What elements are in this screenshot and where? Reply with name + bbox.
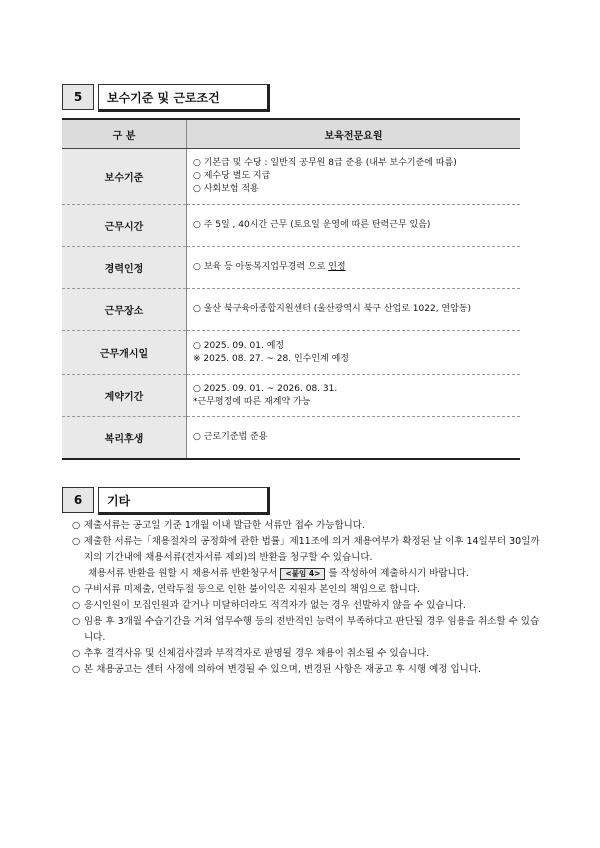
row-label: 경력인정: [62, 247, 187, 289]
value-line: ○ 2025. 09. 01. ~ 2026. 08. 31.: [193, 383, 338, 394]
note-text: 본 채용공고는 센터 사정에 의하여 변경될 수 있으며, 변경된 사항은 재공고 후 시행 예정 입니다.: [84, 664, 482, 675]
list-item: [72, 534, 542, 566]
note-text: 추후 결격사유 및 신체검사결과 부적격자로 판명될 경우 채용이 취소될 수 있습니다.: [84, 648, 430, 659]
table-row: [62, 289, 520, 331]
bullet-icon: ○: [72, 616, 81, 627]
bullet-icon: ○: [72, 600, 81, 611]
bullet-icon: ○: [72, 664, 81, 675]
row-value: [187, 149, 521, 205]
table-row: [62, 375, 520, 417]
section-title: 기타: [98, 487, 270, 515]
list-item: [72, 646, 542, 662]
value-underlined: 인정: [328, 262, 346, 272]
note-text: 제출한 서류는「채용절차의 공정화에 관한 법률」제11조에 의거 채용여부가 확정된 날 이후 14일부터 30일까지의 기간내에 채용서류(전자서류 제외)의 반환을 청구할 수 있습니다.: [84, 536, 540, 563]
column-header-position: 보육전문요원: [187, 119, 521, 149]
row-label: 근무개시일: [62, 331, 187, 375]
section-number: 6: [62, 487, 94, 513]
value-line: ○ 기본급 및 수당 : 일반직 공무원 8급 준용 (내부 보수기준에 따름): [193, 158, 457, 168]
row-value: [187, 417, 521, 459]
table-row: [62, 205, 520, 247]
bullet-icon: ○: [72, 584, 81, 595]
table-header-row: [62, 119, 520, 149]
row-value: [187, 375, 521, 417]
value-line: ○ 주 5일 , 40시간 근무 (토요일 운영에 따른 탄력근무 있음): [193, 220, 431, 230]
value-line: ○ 2025. 09. 01. 예정: [193, 340, 285, 351]
value-line: ※ 2025. 08. 27. ~ 28. 인수인계 예정: [193, 353, 349, 364]
bullet-icon: ○: [72, 648, 81, 659]
column-header-category: 구 분: [62, 119, 187, 149]
note-text: 임용 후 3개월 수습기간을 거쳐 업무수행 등의 전반적인 능력이 부족하다고 판단될 경우 임용을 취소할 수 있습니다.: [84, 616, 540, 643]
row-value: [187, 289, 521, 331]
value-line: ○ 사회보험 적용: [193, 184, 259, 194]
bullet-icon: ○: [72, 536, 81, 547]
note-text: 구비서류 미제출, 연락두절 등으로 인한 불이익은 지원자 본인의 책임으로 합니다.: [84, 584, 421, 595]
section-number: 5: [62, 84, 94, 110]
section-6-header: [62, 487, 270, 513]
row-value: [187, 205, 521, 247]
row-value: [187, 247, 521, 289]
row-value: [187, 331, 521, 375]
list-item: [72, 582, 542, 598]
table-row: [62, 417, 520, 459]
list-item: [72, 518, 542, 534]
row-label: 계약기간: [62, 375, 187, 417]
conditions-table: [62, 118, 520, 460]
list-item: [72, 598, 542, 614]
note-text: 응시인원이 모집인원과 같거나 미달하더라도 적격자가 없는 경우 선발하지 않을 수 있습니다.: [84, 600, 466, 611]
table-row: [62, 331, 520, 375]
value-line: ○ 근로기준법 준용: [193, 431, 268, 442]
note-text: 제출서류는 공고일 기준 1개월 이내 발급한 서류만 접수 가능합니다.: [84, 520, 366, 531]
row-label: 복리후생: [62, 417, 187, 459]
row-label: 근무시간: [62, 205, 187, 247]
table-row: [62, 247, 520, 289]
section-title: 보수기준 및 근로조건: [98, 84, 270, 112]
value-line: *근무평정에 따른 재계약 가능: [193, 396, 311, 407]
note-text: [88, 566, 542, 582]
section-5-header: [62, 84, 270, 110]
value-line: ○ 울산 북구육아종합지원센터 (울산광역시 북구 산업로 1022, 연암동): [193, 304, 472, 314]
note-text-part: 를 작성하여 제출하시기 바랍니다.: [328, 568, 469, 579]
row-label: 보수기준: [62, 149, 187, 205]
value-line: ○ 보육 등 아동복지업무경력 으로: [193, 262, 329, 272]
notes-list: [72, 518, 542, 678]
list-item: [72, 566, 542, 582]
row-label: 근무장소: [62, 289, 187, 331]
table-row: [62, 149, 520, 205]
list-item: [72, 614, 542, 646]
note-text-part: 채용서류 반환을 원할 시 채용서류 반환청구서: [88, 568, 278, 579]
value-line: ○ 제수당 별도 지급: [193, 171, 271, 181]
attachment-tag: <붙임 4>: [280, 568, 325, 580]
list-item: [72, 662, 542, 678]
bullet-icon: ○: [72, 520, 81, 531]
